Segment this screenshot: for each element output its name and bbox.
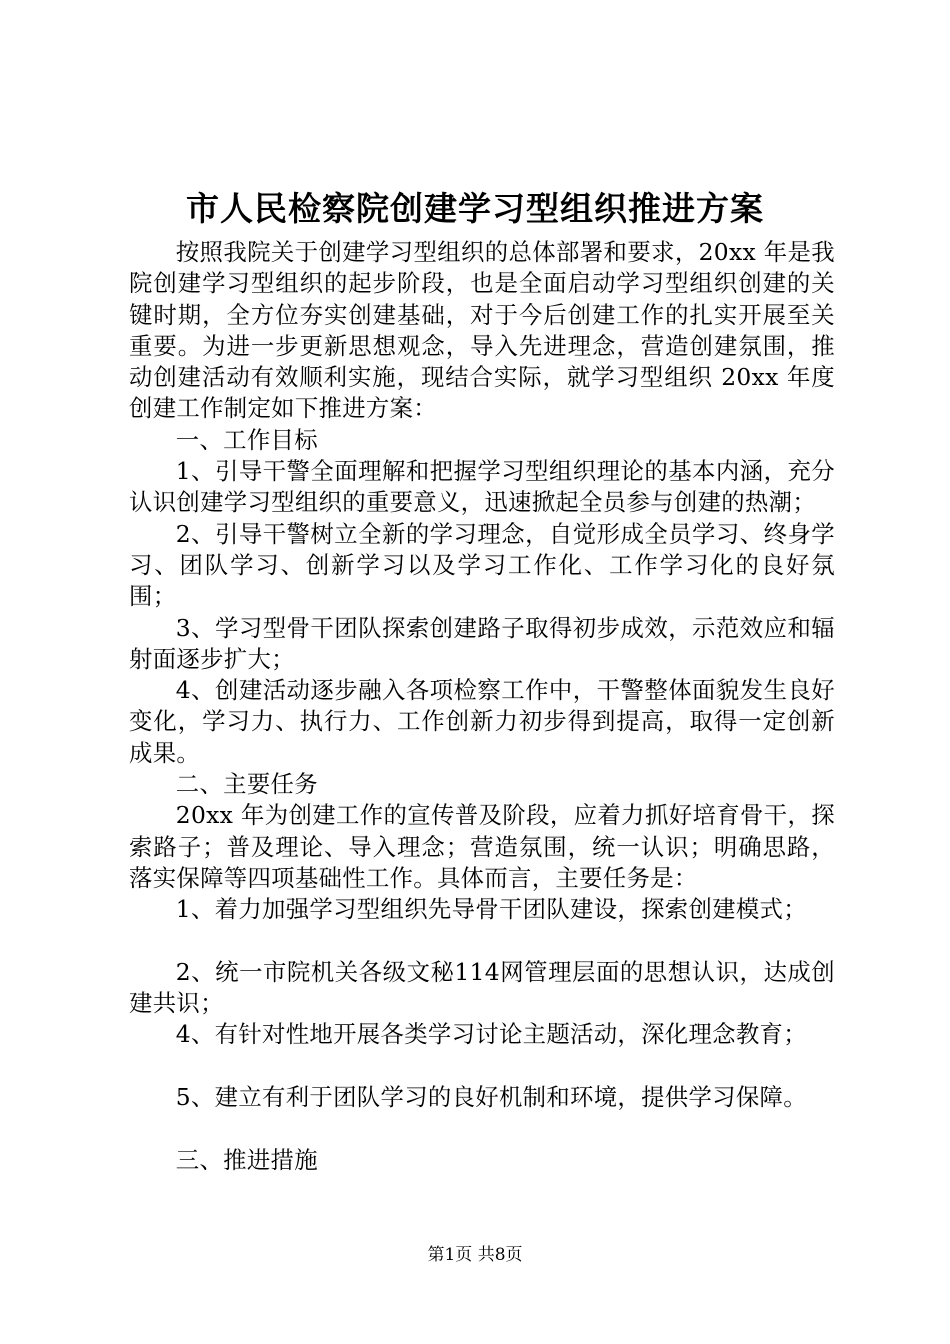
tasks-intro-paragraph: 20xx 年为创建工作的宣传普及阶段，应着力抓好培育骨干，探索路子；普及理论、导入理念；营造氛围，统一认识；明确思路，落实保障等四项基础性工作。具体而言，主要任务是：: [129, 801, 835, 892]
task-item-5: 5、建立有利于团队学习的良好机制和环境，提供学习保障。: [175, 1083, 807, 1112]
document-body: [129, 237, 835, 1176]
section-heading-tasks: 二、主要任务: [175, 770, 318, 799]
intro-paragraph: 按照我院关于创建学习型组织的总体部署和要求，20xx 年是我院创建学习型组织的起步阶段，也是全面启动学习型组织创建的关键时期，全方位夯实创建基础，对于今后创建工作的扎实开展至关重要。为进一步更新思想观念，导入先进理念，营造创建氛围，推动创建活动有效顺利实施，现结合实际，就学习型组织 20xx 年度创建工作制定如下推进方案：: [129, 238, 835, 423]
task-item-1: 1、着力加强学习型组织先导骨干团队建设，探索创建模式；: [175, 895, 807, 924]
section-heading-goals: 一、工作目标: [175, 425, 318, 454]
document-title: 市人民检察院创建学习型组织推进方案: [186, 189, 764, 228]
task-item-4: 4、有针对性地开展各类学习讨论主题活动，深化理念教育；: [175, 1020, 807, 1049]
goal-item-3: 3、学习型骨干团队探索创建路子取得初步成效，示范效应和辐射面逐步扩大；: [129, 613, 835, 673]
task-item-2: 2、统一市院机关各级文秘114网管理层面的思想认识，达成创建共识；: [129, 957, 835, 1018]
goal-item-4: 4、创建活动逐步融入各项检察工作中，干警整体面貌发生良好变化，学习力、执行力、工作创新力初步得到提高，取得一定创新成果。: [129, 676, 835, 767]
page-number-footer: 第1页 共8页: [427, 1245, 523, 1265]
section-heading-measures: 三、推进措施: [175, 1145, 318, 1174]
goal-item-2: 2、引导干警树立全新的学习理念，自觉形成全员学习、终身学习、团队学习、创新学习以及学习工作化、工作学习化的良好氛围；: [129, 519, 835, 611]
goal-item-1: 1、引导干警全面理解和把握学习型组织理论的基本内涵，充分认识创建学习型组织的重要意义，迅速掀起全员参与创建的热潮；: [129, 457, 835, 517]
